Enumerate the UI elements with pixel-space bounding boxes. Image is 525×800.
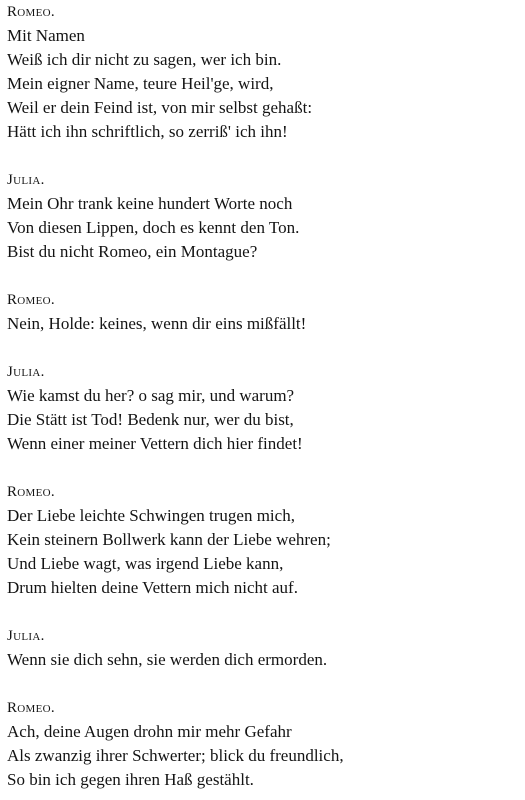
verse-line: Als zwanzig ihrer Schwerter; blick du freundlich, — [7, 746, 344, 765]
verse-line: Wie kamst du her? o sag mir, und warum? — [7, 386, 295, 405]
speech-block — [7, 0, 517, 144]
speaker-name: Romeo. — [7, 4, 55, 20]
block-spacer — [7, 144, 517, 168]
speaker-name: Romeo. — [7, 700, 55, 716]
block-spacer — [7, 672, 517, 696]
speaker-name: Julia. — [7, 172, 45, 188]
speech-block — [7, 288, 517, 336]
verse-line: Von diesen Lippen, doch es kennt den Ton. — [7, 218, 300, 237]
verse-line: Wenn einer meiner Vettern dich hier findet! — [7, 434, 303, 453]
speaker-name: Romeo. — [7, 292, 55, 308]
verse-line: Drum hielten deine Vettern mich nicht auf. — [7, 578, 298, 597]
speech-block — [7, 624, 517, 672]
block-spacer — [7, 456, 517, 480]
speech-block — [7, 480, 517, 600]
dialogue-page — [7, 0, 517, 792]
speech-block — [7, 360, 517, 456]
block-spacer — [7, 600, 517, 624]
block-spacer — [7, 336, 517, 360]
verse-line: Mein Ohr trank keine hundert Worte noch — [7, 194, 293, 213]
speaker-name: Julia. — [7, 628, 45, 644]
verse-line: Nein, Holde: keines, wenn dir eins mißfällt! — [7, 314, 307, 333]
verse-line: So bin ich gegen ihren Haß gestählt. — [7, 770, 254, 789]
verse-line: Hätt ich ihn schriftlich, so zerriß' ich ihn! — [7, 122, 288, 141]
speech-block — [7, 168, 517, 264]
verse-line: Bist du nicht Romeo, ein Montague? — [7, 242, 258, 261]
verse-line: Und Liebe wagt, was irgend Liebe kann, — [7, 554, 284, 573]
verse-line: Mein eigner Name, teure Heil'ge, wird, — [7, 74, 274, 93]
verse-line: Weil er dein Feind ist, von mir selbst gehaßt: — [7, 98, 313, 117]
verse-line: Ach, deine Augen drohn mir mehr Gefahr — [7, 722, 292, 741]
verse-line: Wenn sie dich sehn, sie werden dich ermorden. — [7, 650, 328, 669]
speaker-name: Romeo. — [7, 484, 55, 500]
speech-block — [7, 696, 517, 792]
verse-line: Weiß ich dir nicht zu sagen, wer ich bin. — [7, 50, 282, 69]
verse-line: Die Stätt ist Tod! Bedenk nur, wer du bist, — [7, 410, 294, 429]
speaker-name: Julia. — [7, 364, 45, 380]
verse-line: Mit Namen — [7, 26, 85, 45]
block-spacer — [7, 264, 517, 288]
verse-line: Der Liebe leichte Schwingen trugen mich, — [7, 506, 295, 525]
verse-line: Kein steinern Bollwerk kann der Liebe wehren; — [7, 530, 331, 549]
